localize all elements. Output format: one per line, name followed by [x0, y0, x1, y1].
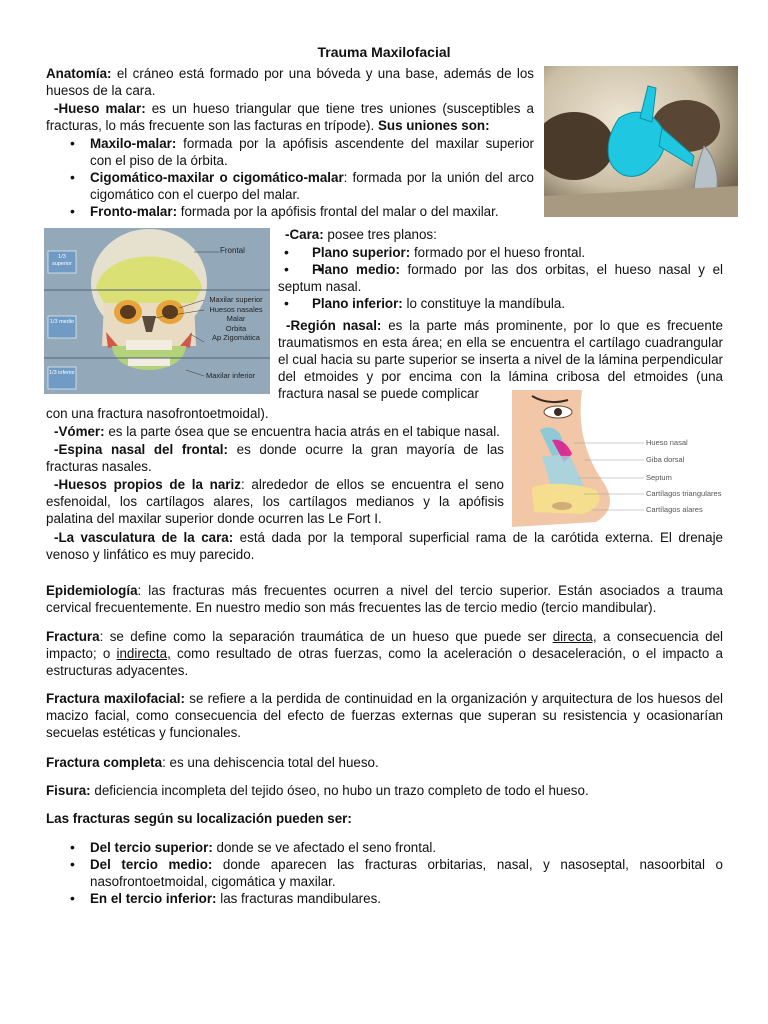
label-orbita: Orbita: [225, 323, 247, 333]
fractura-completa-label: Fractura completa: [46, 755, 163, 770]
fractura-maxilofacial-label: Fractura maxilofacial:: [46, 691, 185, 706]
label-malar: Malar: [226, 314, 246, 323]
fractura-completa-text: : es una dehiscencia total del hueso.: [162, 755, 379, 770]
fractura-label: Fractura: [46, 629, 100, 644]
fisura-paragraph: [46, 782, 723, 799]
nose-label-hueso-nasal: Hueso nasal: [646, 438, 688, 447]
hueso-malar-paragraph: [46, 100, 534, 134]
vasculatura-text: está dada por la temporal superficial rama de la carótida externa. El drenaje venoso y linfático es muy parecido.: [46, 530, 723, 562]
huesos-propios-paragraph: [46, 476, 504, 527]
list-item: • Del tercio superior: donde se ve afectado el seno frontal.: [46, 839, 723, 856]
label-maxilar-superior: Maxilar superior: [209, 295, 263, 304]
third-superior-label: 1/3 superior: [52, 254, 72, 267]
page-title: Trauma Maxilofacial: [317, 44, 451, 60]
anatomia-label: Anatomía:: [46, 66, 112, 81]
epidemiologia-text: : las fracturas más frecuentes ocurren a nivel del tercio superior. Están asociados a trauma cervical frecuentemente. En nuestro medio son más frecuentes las de tercio medio (tercio mandibular).: [46, 583, 723, 615]
vomer-text: es la parte ósea que se encuentra hacia atrás en el tabique nasal.: [104, 424, 500, 439]
fractura-directa: directa,: [552, 629, 597, 644]
label-huesos-nasales: Huesos nasales: [209, 304, 263, 314]
nose-label-septum: Septum: [646, 473, 672, 482]
list-item: • Cigomático-maxilar o cigomático-malar: formada por la unión del arco cigomático con el cuerpo del malar.: [46, 169, 534, 203]
third-inferior-label: 1/3 inferior: [49, 370, 75, 376]
list-item: • • Plano medio: formado por las dos orbitas, el hueso nasal y el septum nasal.: [278, 261, 723, 295]
nose-label-giba-dorsal: Giba dorsal: [646, 455, 685, 464]
uniones-list: [46, 135, 534, 220]
epidemiologia-label: Epidemiología: [46, 583, 138, 598]
list-item: • Maxilo-malar: formada por la apófisis ascendente del maxilar superior con el piso de la órbita.: [46, 135, 534, 169]
nose-label-cartilagos-triangulares: Cartílagos triangulares: [646, 489, 722, 498]
uniones-label: Sus uniones son:: [377, 118, 490, 133]
region-nasal-text: es la parte más prominente, por lo que es frecuente traumatismos en esta área; en ella se encuentra el cartílago cuadrangular el cual hacia su parte superior se inserta a nivel de la lámina perpendicular del etmoides y por encima con la lámina cribosa del etmoides (una fractura nasal se puede complicar: [278, 318, 723, 401]
espina-paragraph: [46, 441, 504, 475]
cara-label: -Cara:: [285, 227, 324, 242]
cara-text: posee tres planos:: [323, 227, 437, 242]
hueso-malar-label: -Hueso malar:: [54, 101, 146, 116]
vasculatura-paragraph: [46, 529, 723, 563]
region-nasal-continuation: con una fractura nasofrontoetmoidal).: [46, 406, 269, 421]
vasculatura-label: -La vasculatura de la cara:: [54, 530, 234, 545]
label-frontal: Frontal: [220, 246, 245, 255]
list-item: • Fronto-malar: formada por la apófisis frontal del malar o del maxilar.: [46, 203, 534, 220]
fractura-paragraph: Fractura: se define como la separación traumática de un hueso que puede ser directa, a consecuencia del impacto; o indirecta, como resultado de otras fuerzas, como la aceleración o desaceleración, o el impacto a estructuras adyacentes.: [46, 629, 723, 678]
fractura-completa-paragraph: [46, 754, 723, 771]
nose-label-cartilagos-alares: Cartílagos alares: [646, 505, 703, 514]
huesos-propios-text: : alrededor de ellos se encuentra el seno esfenoidal, los cartílagos alares, los cartílagos medianos y la apófisis palatina del maxilar superior donde ocurren las Le Fort I.: [46, 477, 505, 526]
anatomia-paragraph: [46, 65, 534, 99]
third-medio-label: 1/3 medio: [49, 319, 75, 325]
localizacion-heading: Las fracturas según su localización pueden ser:: [46, 811, 352, 826]
list-item: • Plano inferior: lo constituye la mandíbula.: [278, 295, 723, 312]
label-maxilar-inferior: Maxilar inferior: [206, 371, 256, 380]
espina-text: es donde ocurre la gran mayoría de las fracturas nasales.: [46, 442, 505, 474]
espina-label: -Espina nasal del frontal:: [54, 442, 228, 457]
fisura-text: deficiencia incompleta del tejido óseo, no hubo un trazo completo de todo el hueso.: [90, 783, 589, 798]
region-nasal-label: -Región nasal:: [286, 318, 382, 333]
skull-zygoma-image: [544, 66, 738, 217]
fractura-maxilofacial-paragraph: [46, 690, 723, 741]
vomer-label: -Vómer:: [54, 424, 105, 439]
list-item: • Plano superior: formado por el hueso frontal.: [278, 244, 723, 261]
vomer-paragraph: [46, 423, 504, 440]
fisura-label: Fisura:: [46, 783, 91, 798]
skull-zygoma-illustration: [544, 66, 738, 217]
label-ap-zigomatica: Ap Zigomática: [212, 333, 260, 342]
list-item: • Del tercio medio: donde aparecen las fracturas orbitarias, nasal, y nasoseptal, nasoorbital o nasofrontoetmoidal, cigomática y maxilar.: [46, 856, 723, 890]
nose-cartilage-figure: [512, 390, 724, 527]
cara-heading: [285, 226, 725, 243]
epidemiologia-paragraph: [46, 582, 723, 616]
localizacion-list: [46, 839, 723, 907]
anatomia-text: el cráneo está formado por una bóveda y una base, además de los huesos de la cara.: [46, 66, 534, 98]
label-group: [204, 295, 268, 343]
hueso-malar-text: es un hueso triangular que tiene tres uniones (susceptibles a fracturas, lo más frecuente son las facturas en trípode).: [46, 101, 534, 133]
skull-thirds-figure: [44, 228, 270, 394]
fractura-maxilofacial-text: se refiere a la perdida de continuidad en la organización y arquitectura de los huesos del macizo facial, como consecuencia del efecto de fuerzas externas que superan su resistencia y ocasionarían secuelas estéticas y funcionales.: [46, 691, 723, 740]
planos-list: [278, 244, 723, 312]
huesos-propios-label: -Huesos propios de la nariz: [54, 477, 241, 492]
fractura-indirecta: indirecta,: [116, 646, 171, 661]
list-item: • En el tercio inferior: las fracturas mandibulares.: [46, 890, 723, 907]
